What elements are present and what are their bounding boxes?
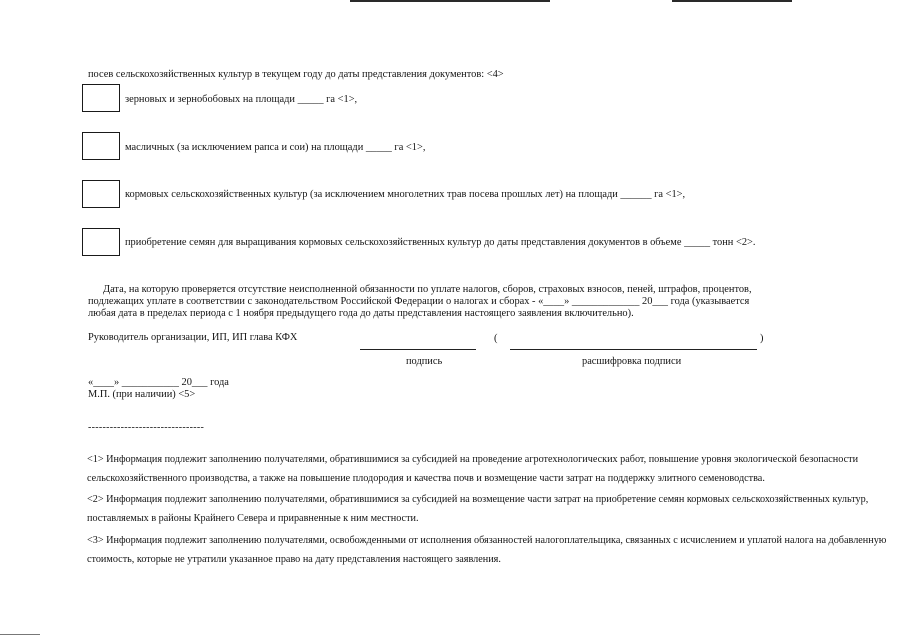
checkbox-oilseed[interactable] — [82, 132, 120, 160]
signature-line[interactable] — [360, 349, 476, 350]
scan-artifact-top-right — [672, 0, 792, 2]
footnote-separator: -------------------------------- — [88, 422, 205, 433]
option-label-seeds: приобретение семян для выращивания кормовых сельскохозяйственных культур до даты представления документов в объеме _____ тонн <2>. — [125, 237, 756, 248]
scan-artifact-top — [350, 0, 550, 2]
option-label-oilseed: масличных (за исключением рапса и сои) на площади _____ га <1>, — [125, 142, 426, 153]
checkbox-fodder[interactable] — [82, 180, 120, 208]
date-paragraph-line2: подлежащих уплате в соответствии с законодательством Российской Федерации о налогах и сборах - «____» _____________ 20___ года (указывается — [88, 296, 750, 307]
stamp-label: М.П. (при наличии) <5> — [88, 389, 196, 400]
caption-signature: подпись — [406, 356, 443, 367]
signatory-role: Руководитель организации, ИП, ИП глава КФХ — [88, 332, 298, 343]
signature-decode-line[interactable] — [510, 349, 757, 350]
date-paragraph-line3: любая дата в пределах периода с 1 ноября предыдущего года до даты представления настоящего заявления включительно). — [88, 308, 634, 319]
footnote-3: <3> Информация подлежит заполнению получателями, освобожденными от исполнения обязанностей налогоплательщика, связанных с исчислением и уплатой налога на добавленную стоимость, которые не утратили указанное право на дату представления настоящего заявления. — [87, 535, 887, 565]
checkbox-seeds[interactable] — [82, 228, 120, 256]
open-paren: ( — [494, 333, 498, 344]
caption-signature-decode: расшифровка подписи — [582, 356, 682, 367]
footnote-2: <2> Информация подлежит заполнению получателями, обратившимися за субсидией на возмещение части затрат на приобретение семян кормовых сельскохозяйственных культур, поставляемых в районы Крайнего Севера и приравненные к ним местности. — [87, 494, 869, 524]
checkbox-grain[interactable] — [82, 84, 120, 112]
footnote-1: <1> Информация подлежит заполнению получателями, обратившимися за субсидией на проведение агротехнологических работ, повышение уровня экологической безопасности сельскохозяйственного производства, а также на повышение плодородия и качества почв и возмещение части затрат на поддержку элитного семеноводства. — [87, 454, 859, 484]
close-paren: ) — [760, 333, 764, 344]
option-label-grain: зерновых и зернобобовых на площади _____ га <1>, — [125, 94, 358, 105]
option-label-fodder: кормовых сельскохозяйственных культур (за исключением многолетних трав посева прошлых лет) на площади ______ га <1>, — [125, 189, 686, 200]
date-paragraph-line1: Дата, на которую проверяется отсутствие неисполненной обязанности по уплате налогов, сборов, страховых взносов, пеней, штрафов, процентов, — [103, 284, 752, 295]
scan-artifact-left — [0, 634, 40, 635]
intro-text: посев сельскохозяйственных культур в текущем году до даты представления документов: <4> — [88, 69, 504, 80]
date-line: «____» ___________ 20___ года — [88, 377, 229, 388]
